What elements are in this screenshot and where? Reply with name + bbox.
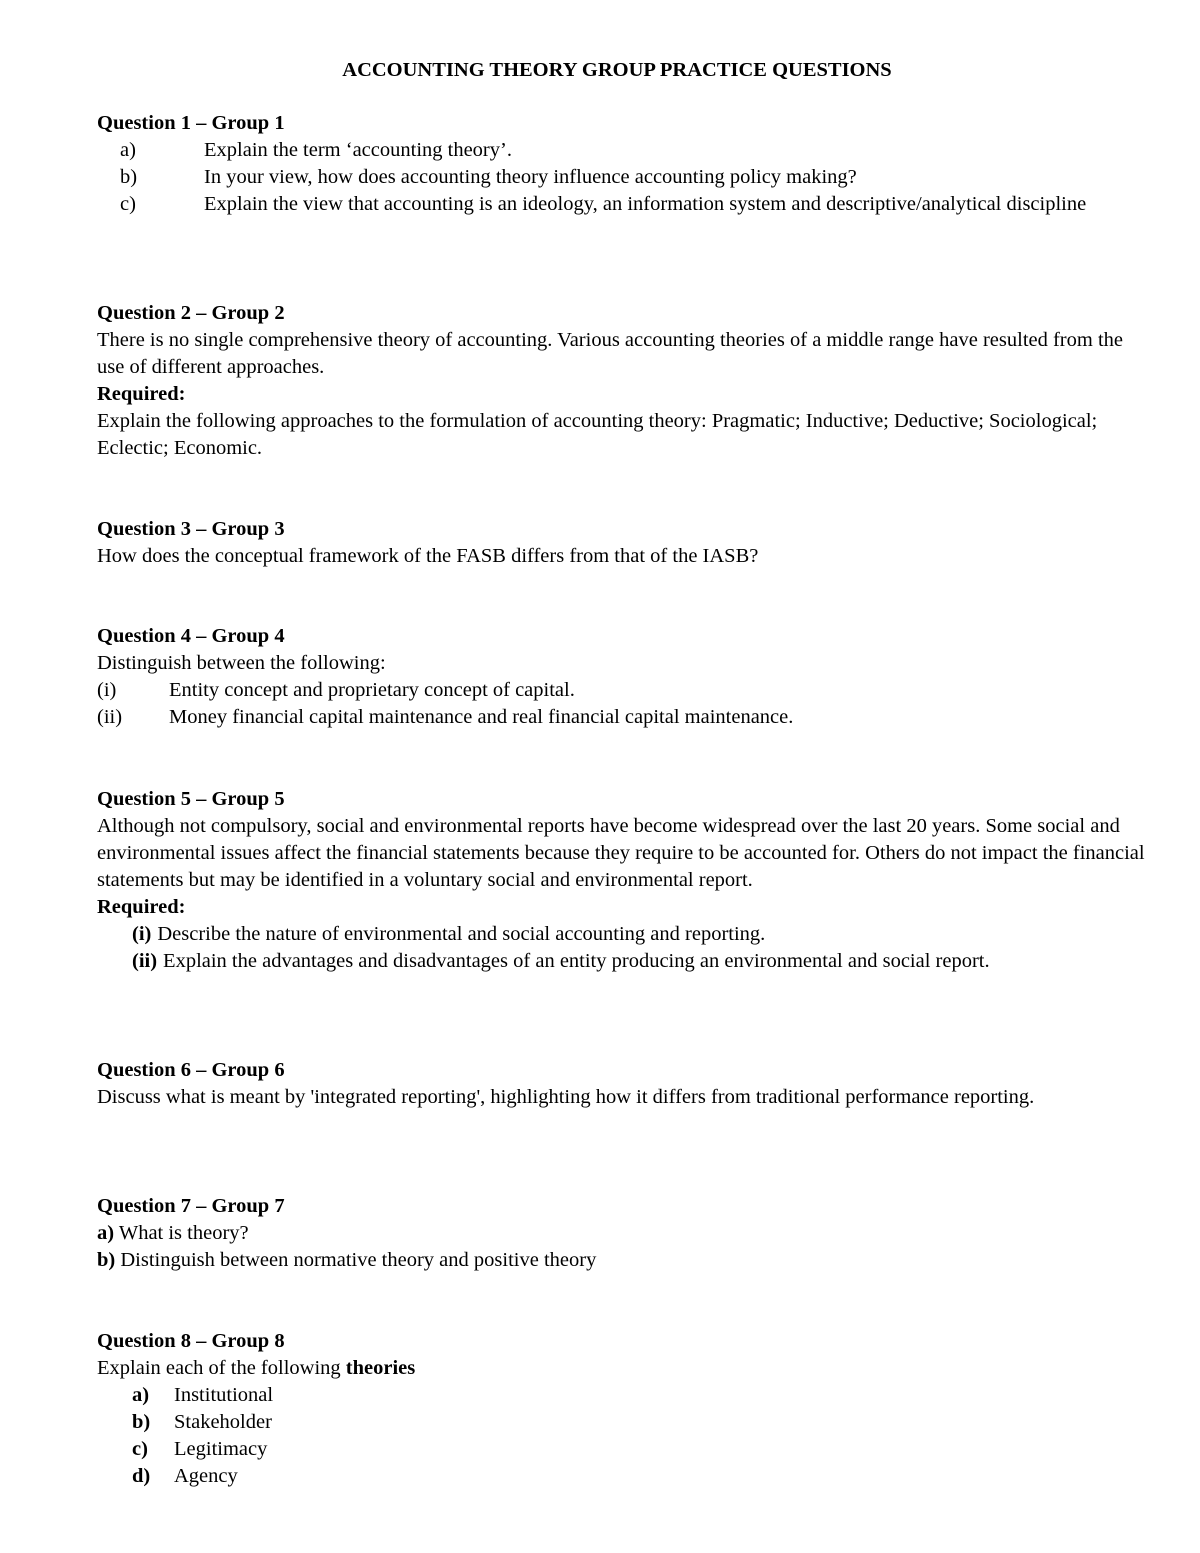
list-text: Distinguish between normative theory and positive theory	[120, 1249, 597, 1271]
question-body: Explain the following approaches to the formulation of accounting theory: Pragmatic; Inductive; Deductive; Sociological; Eclectic; Economic.	[97, 410, 1098, 459]
list-item	[97, 1463, 1147, 1490]
list-marker: a)	[132, 1384, 150, 1406]
question-intro	[97, 1355, 1147, 1382]
question-1	[97, 110, 1147, 218]
list-text: Stakeholder	[174, 1411, 272, 1433]
list-marker: b)	[120, 166, 138, 188]
question-heading: Question 2 – Group 2	[97, 302, 285, 324]
question-intro: Distinguish between the following:	[97, 652, 386, 674]
required-label: Required:	[97, 383, 186, 405]
list-marker: (i)	[132, 923, 152, 945]
question-heading: Question 7 – Group 7	[97, 1195, 285, 1217]
intro-text: Explain each of the following	[97, 1357, 346, 1379]
question-body: Discuss what is meant by 'integrated reporting', highlighting how it differs from traditional performance reporting.	[97, 1086, 1035, 1108]
document-title: ACCOUNTING THEORY GROUP PRACTICE QUESTIONS	[342, 59, 892, 81]
list-item	[97, 948, 1177, 975]
question-7	[97, 1193, 1147, 1274]
list-marker: d)	[132, 1465, 151, 1487]
question-body: How does the conceptual framework of the FASB differs from that of the IASB?	[97, 545, 759, 567]
list-item	[97, 677, 1147, 704]
list-item	[97, 704, 1147, 731]
list-marker: a)	[97, 1222, 115, 1244]
list-item	[97, 1382, 1147, 1409]
list-text: Entity concept and proprietary concept of capital.	[169, 679, 575, 701]
question-heading: Question 4 – Group 4	[97, 625, 285, 647]
list-text: What is theory?	[118, 1222, 249, 1244]
list-text: Agency	[174, 1465, 238, 1487]
list-marker: a)	[120, 139, 136, 161]
question-intro: Although not compulsory, social and environmental reports have become widespread over the last 20 years. Some social and environmental issues affect the financial statements because they require to be accounted for. Others do not impact the financial statements but may be identified in a voluntary social and environmental report.	[97, 815, 1145, 891]
list-text: Explain the view that accounting is an ideology, an information system and descriptive/analytical discipline	[204, 193, 1087, 215]
question-6	[97, 1057, 1147, 1111]
list-marker: c)	[132, 1438, 148, 1460]
list-marker: b)	[132, 1411, 151, 1433]
required-label: Required:	[97, 896, 186, 918]
list-text: Explain the term ‘accounting theory’.	[204, 139, 512, 161]
question-heading: Question 8 – Group 8	[97, 1330, 285, 1352]
question-intro: There is no single comprehensive theory of accounting. Various accounting theories of a middle range have resulted from the use of different approaches.	[97, 329, 1124, 378]
list-marker: (ii)	[97, 706, 123, 728]
list-item	[97, 164, 1147, 191]
intro-emphasis: theories	[345, 1357, 416, 1379]
list-item	[97, 921, 1177, 948]
list-marker: (ii)	[132, 950, 158, 972]
list-marker: (i)	[97, 679, 117, 701]
question-heading: Question 5 – Group 5	[97, 788, 285, 810]
list-item	[97, 1409, 1147, 1436]
list-item	[97, 1220, 1147, 1247]
question-2	[97, 300, 1147, 462]
question-4	[97, 623, 1147, 731]
list-item	[97, 1247, 1147, 1274]
list-text: Legitimacy	[174, 1438, 268, 1460]
question-3	[97, 516, 1147, 570]
question-5	[97, 786, 1177, 975]
list-text: Money financial capital maintenance and real financial capital maintenance.	[169, 706, 794, 728]
list-item	[97, 1436, 1147, 1463]
question-8	[97, 1328, 1147, 1490]
list-text: Explain the advantages and disadvantages of an entity producing an environmental and social report.	[163, 950, 990, 972]
list-marker: b)	[97, 1249, 116, 1271]
list-item	[97, 137, 1147, 164]
list-marker: c)	[120, 193, 136, 215]
question-heading: Question 3 – Group 3	[97, 518, 285, 540]
list-text: Describe the nature of environmental and social accounting and reporting.	[157, 923, 766, 945]
question-heading: Question 6 – Group 6	[97, 1059, 285, 1081]
list-text: In your view, how does accounting theory influence accounting policy making?	[204, 166, 857, 188]
list-item	[97, 191, 1147, 218]
question-heading: Question 1 – Group 1	[97, 112, 285, 134]
list-text: Institutional	[174, 1384, 274, 1406]
